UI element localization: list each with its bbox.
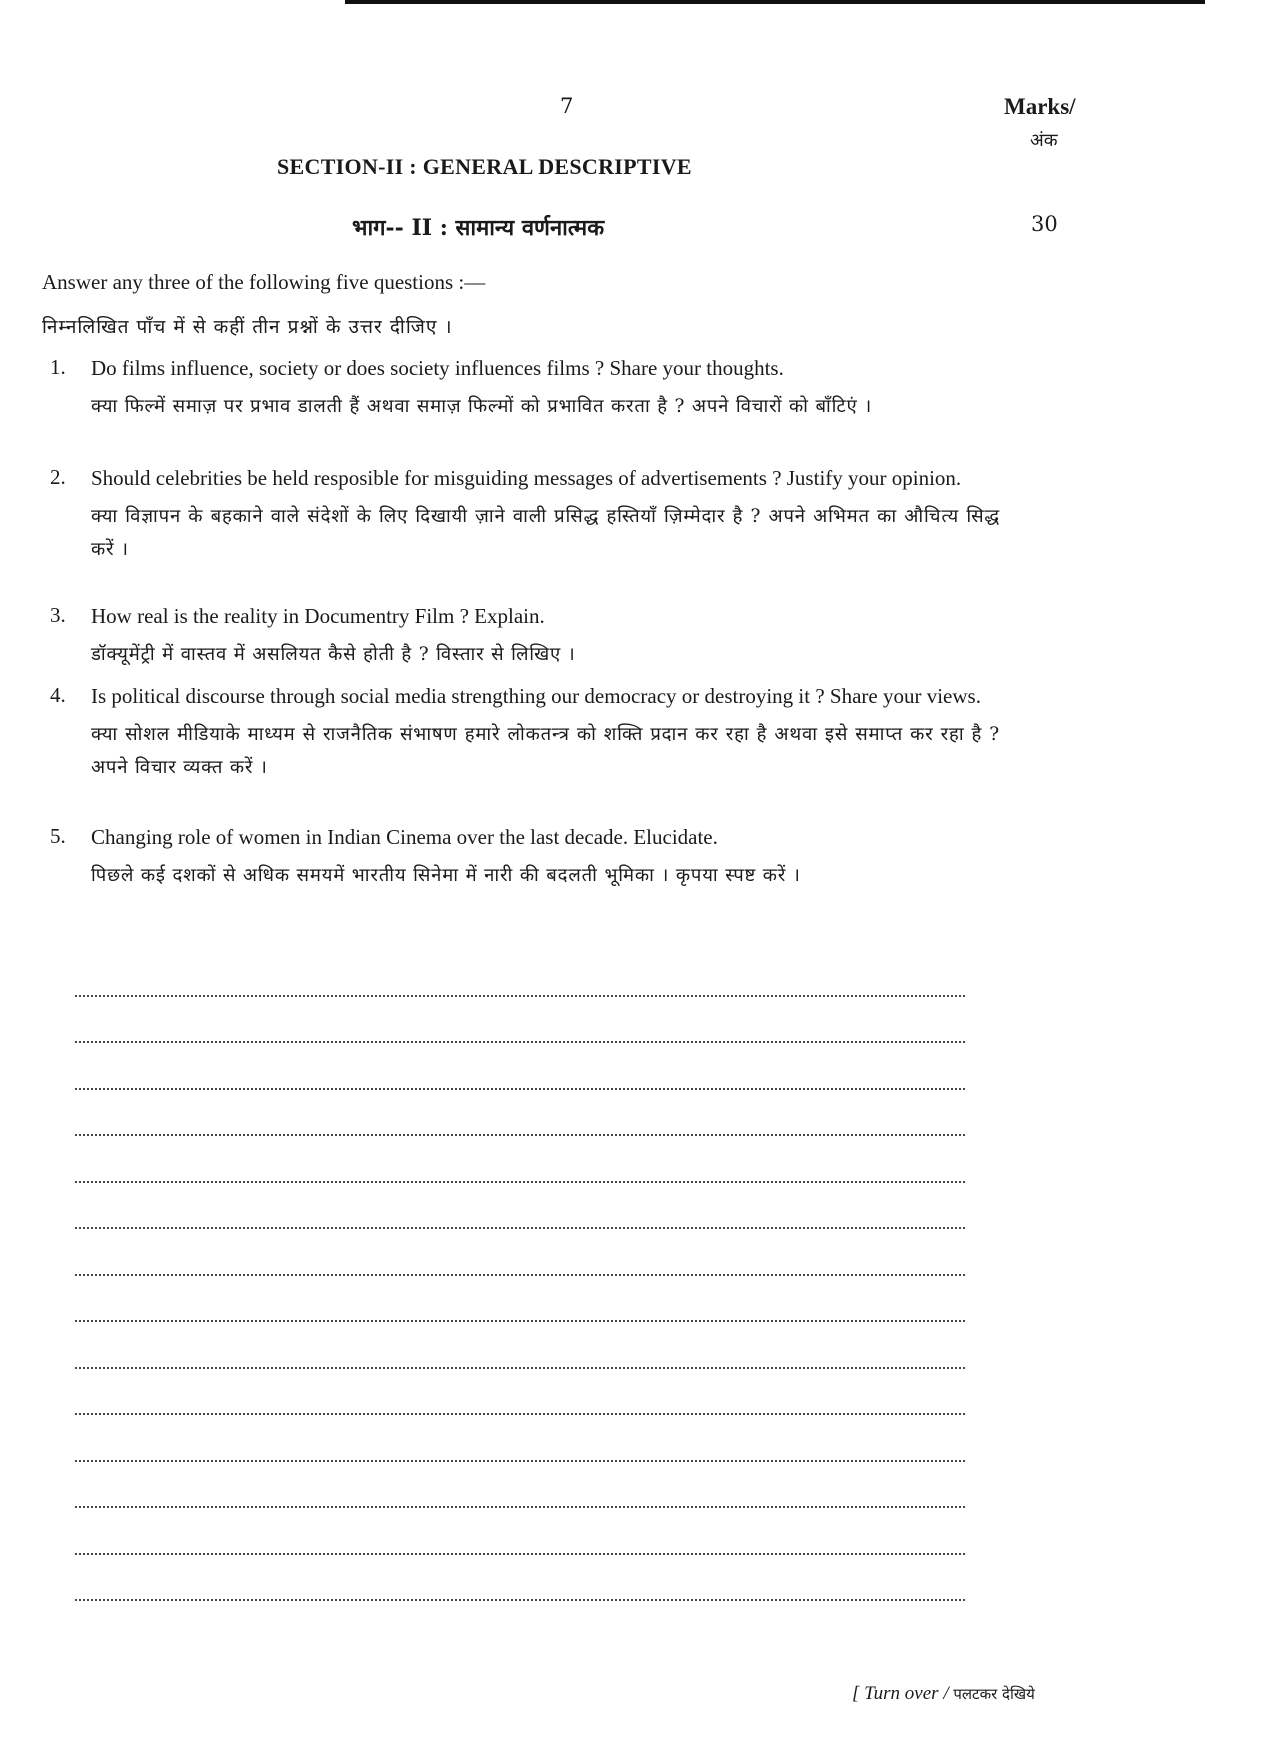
question-text-hindi: क्या विज्ञापन के बहकाने वाले संदेशों के लिए दिखायी ज़ाने वाली प्रसिद्ध हस्तियाँ ज़िम्मेदार है ? अपने अभिमत का औचित्य सिद्ध करें । — [91, 506, 1000, 560]
question-1 — [50, 355, 1000, 423]
question-text-hindi: पिछले कई दशकों से अधिक समयमें भारतीय सिनेमा में नारी की बदलती भूमिका । कृपया स्पष्ट करें । — [91, 865, 801, 886]
answer-line[interactable] — [75, 1322, 965, 1369]
turn-over-note — [852, 1683, 1035, 1705]
top-rule — [345, 0, 1205, 4]
marks-header: Marks/ — [1004, 94, 1076, 119]
answer-line[interactable] — [75, 1555, 965, 1602]
question-number: 1. — [50, 355, 66, 379]
section-marks: 30 — [1031, 212, 1058, 236]
question-text-english: Is political discourse through social media strengthing our democracy or destroying it ? Share your views. — [91, 684, 981, 708]
answer-line[interactable] — [75, 1043, 965, 1090]
instructions-english: Answer any three of the following five questions :— — [42, 270, 486, 294]
answer-line[interactable] — [75, 1369, 965, 1416]
answer-line[interactable] — [75, 1508, 965, 1555]
section-title-hindi: भाग-- II : सामान्य वर्णनात्मक — [352, 215, 605, 241]
question-text-hindi: क्या सोशल मीडियाके माध्यम से राजनैतिक संभाषण हमारे लोकतन्त्र को शक्ति प्रदान कर रहा है अथवा इसे समाप्त कर रहा है ? अपने विचार व्यक्त करें । — [91, 724, 1000, 778]
answer-line[interactable] — [75, 1090, 965, 1137]
question-text-english: Changing role of women in Indian Cinema over the last decade. Elucidate. — [91, 825, 718, 849]
question-text-hindi: डॉक्यूमेंट्री में वास्तव में असलियत कैसे होती है ? विस्तार से लिखिए । — [91, 644, 576, 665]
question-text-hindi: क्या फिल्में समाज़ पर प्रभाव डालती हैं अथवा समाज़ फिल्मों को प्रभावित करता है ? अपने विचारों को बाँटिएं । — [91, 396, 873, 417]
question-3 — [50, 603, 1000, 671]
question-number: 5. — [50, 824, 66, 848]
answer-line[interactable] — [75, 1183, 965, 1230]
question-number: 4. — [50, 683, 66, 707]
question-text-english: Should celebrities be held resposible for misguiding messages of advertisements ? Justify your opinion. — [91, 466, 962, 490]
question-4 — [50, 683, 1000, 784]
answer-line[interactable] — [75, 1136, 965, 1183]
answer-line[interactable] — [75, 1462, 965, 1509]
answer-line[interactable] — [75, 950, 965, 997]
question-number: 2. — [50, 465, 66, 489]
question-5 — [50, 824, 1000, 892]
answer-line[interactable] — [75, 997, 965, 1044]
instructions-hindi: निम्नलिखित पाँच में से कहीं तीन प्रश्नों के उत्तर दीजिए । — [42, 316, 453, 338]
question-text-english: How real is the reality in Documentry Film ? Explain. — [91, 604, 545, 628]
turn-over-english: [ Turn over / — [852, 1683, 949, 1704]
question-text-english: Do films influence, society or does society influences films ? Share your thoughts. — [91, 356, 784, 380]
marks-header-hindi: अंक — [1030, 130, 1058, 151]
answer-line[interactable] — [75, 1276, 965, 1323]
question-number: 3. — [50, 603, 66, 627]
question-2 — [50, 465, 1000, 566]
section-title-english: SECTION-II : GENERAL DESCRIPTIVE — [277, 154, 692, 179]
page-number: 7 — [560, 94, 574, 118]
answer-area[interactable] — [75, 950, 965, 1601]
answer-line[interactable] — [75, 1415, 965, 1462]
turn-over-hindi: पलटकर देखिये — [953, 1685, 1035, 1703]
answer-line[interactable] — [75, 1229, 965, 1276]
